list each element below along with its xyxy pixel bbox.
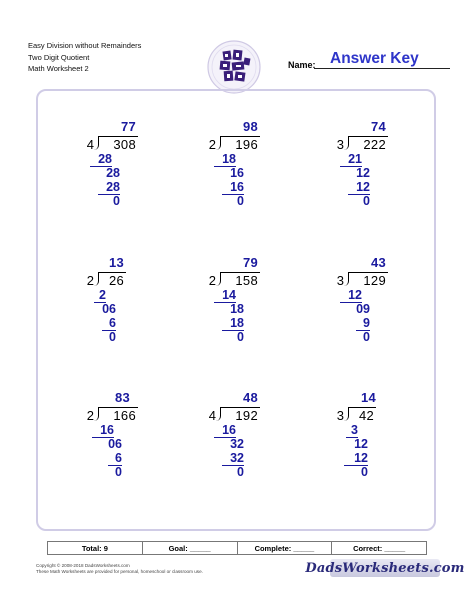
divisor: 3: [336, 137, 344, 152]
divisor: 2: [208, 273, 216, 288]
step-4: 0: [237, 330, 244, 344]
step-4: 0: [361, 465, 368, 479]
quotient: 43: [370, 255, 386, 270]
division-bracket: [216, 407, 221, 421]
dividend: 222: [363, 137, 386, 152]
division-bracket: [344, 407, 349, 421]
quotient: 74: [370, 119, 386, 134]
step-1: 3: [346, 424, 358, 438]
step-4: 0: [115, 465, 122, 479]
division-bracket: [344, 272, 349, 286]
quotient: 48: [242, 390, 258, 405]
answer-key-text: Answer Key: [330, 50, 419, 67]
step-3: 18: [222, 317, 244, 331]
name-label: Name:: [288, 60, 316, 70]
step-2: 09: [356, 302, 370, 316]
step-2: 16: [230, 166, 244, 180]
total-cell: Total: 9: [48, 542, 143, 554]
quotient: 79: [242, 255, 258, 270]
division-bracket: [216, 136, 221, 150]
step-2: 12: [356, 166, 370, 180]
step-4: 0: [109, 330, 116, 344]
step-3: 6: [102, 317, 116, 331]
step-1: 16: [214, 424, 236, 438]
dividend: 308: [113, 137, 136, 152]
copyright-line-2: These Math Worksheets are provided for personal, homeschool or classroom use.: [36, 569, 203, 574]
complete-cell: Complete: _____: [238, 542, 333, 554]
problem-6: [334, 256, 400, 366]
dividend: 42: [358, 408, 374, 423]
score-table: [47, 541, 427, 555]
quotient: 98: [242, 119, 258, 134]
step-1: 14: [214, 289, 236, 303]
quotient: 13: [108, 255, 124, 270]
step-3: 6: [108, 452, 122, 466]
problem-3: [334, 120, 400, 230]
name-line: [314, 68, 450, 69]
title-line-2: Two Digit Quotient: [28, 52, 90, 62]
divisor: 4: [86, 137, 94, 152]
step-3: 28: [98, 181, 120, 195]
divisor: 2: [208, 137, 216, 152]
problem-7: [84, 391, 150, 501]
problem-1: [84, 120, 150, 230]
step-3: 9: [356, 317, 370, 331]
division-bracket: [94, 136, 99, 150]
division-bracket: [94, 407, 99, 421]
divisor: 2: [86, 273, 94, 288]
step-4: 0: [237, 465, 244, 479]
quotient: 14: [360, 390, 376, 405]
step-1: 21: [340, 153, 362, 167]
step-1: 18: [214, 153, 236, 167]
step-4: 0: [363, 194, 370, 208]
step-2: 32: [230, 437, 244, 451]
dividend: 166: [113, 408, 136, 423]
title-line-1: Easy Division without Remainders: [28, 41, 142, 50]
copyright-line-1: Copyright © 2008-2018 DadsWorksheets.com: [36, 563, 130, 568]
problem-5: [206, 256, 272, 366]
step-3: 12: [344, 452, 368, 466]
dadsworksheets-logo: DadsWorksheets.com: [305, 560, 465, 576]
divisor: 4: [208, 408, 216, 423]
division-bracket: [344, 136, 349, 150]
problem-4: [84, 256, 150, 366]
correct-cell: Correct: _____: [353, 543, 406, 553]
step-4: 0: [363, 330, 370, 344]
step-2: 06: [108, 437, 122, 451]
problem-8: [206, 391, 272, 501]
dividend: 158: [235, 273, 258, 288]
step-1: 12: [340, 289, 362, 303]
dividend: 196: [235, 137, 258, 152]
problem-2: [206, 120, 272, 230]
quotient: 83: [114, 390, 130, 405]
step-1: 28: [90, 153, 112, 167]
worksheet-title: [28, 40, 141, 75]
step-4: 0: [113, 194, 120, 208]
dividend: 129: [363, 273, 386, 288]
problem-9: [334, 391, 400, 501]
step-2: 06: [102, 302, 116, 316]
division-seal-logo: [206, 38, 262, 96]
step-3: 16: [222, 181, 244, 195]
step-1: 16: [92, 424, 114, 438]
title-line-3: Math Worksheet 2: [28, 64, 89, 73]
divisor: 3: [336, 408, 344, 423]
step-3: 12: [348, 181, 370, 195]
dividend: 26: [108, 273, 124, 288]
division-bracket: [94, 272, 99, 286]
copyright-notice: [36, 563, 203, 575]
divisor: 3: [336, 273, 344, 288]
step-2: 28: [106, 166, 120, 180]
quotient: 77: [120, 119, 136, 134]
division-bracket: [216, 272, 221, 286]
divisor: 2: [86, 408, 94, 423]
step-1: 2: [94, 289, 106, 303]
step-4: 0: [237, 194, 244, 208]
step-2: 12: [354, 437, 368, 451]
step-3: 32: [222, 452, 244, 466]
step-2: 18: [230, 302, 244, 316]
dividend: 192: [235, 408, 258, 423]
goal-cell: Goal: _____: [143, 542, 238, 554]
